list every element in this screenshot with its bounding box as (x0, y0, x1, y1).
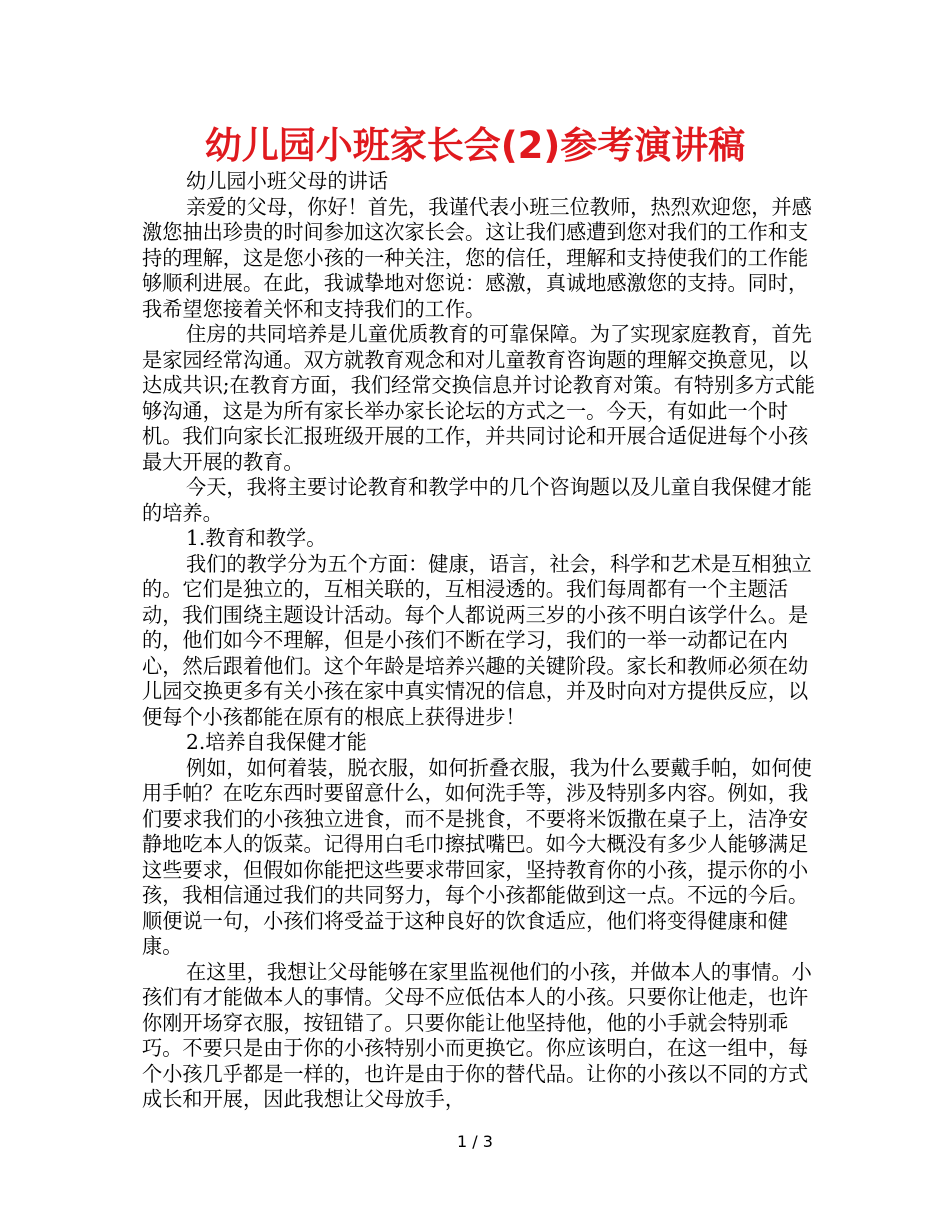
paragraph-home-cooperation: 住房的共同培养是儿童优质教育的可靠保障。为了实现家庭教育，首先是家园经常沟通。双方就教育观念和对儿童教育咨询题的理解交换意见，以达成共识;在教育方面，我们经常交换信息并讨论教育对策。有特别多方式能够沟通，这是为所有家长举办家长论坛的方式之一。今天，有如此一个时机。我们向家长汇报班级开展的工作，并共同讨论和开展合适促进每个小孩最大开展的教育。 (142, 322, 815, 474)
paragraph-agenda: 今天，我将主要讨论教育和教学中的几个咨询题以及儿童自我保健才能的培养。 (142, 475, 812, 525)
section-heading-education: 1.教育和教学。 (186, 526, 327, 550)
paragraph-greeting-heading: 幼儿园小班父母的讲话 (186, 169, 388, 193)
paragraph-parents-let-go: 在这里，我想让父母能够在家里监视他们的小孩，并做本人的事情。小孩们有才能做本人的事情。父母不应低估本人的小孩。只要你让他走，也许你刚开场穿衣服，按钮错了。只要你能让他坚持他，他的小手就会特别乖巧。不要只是由于你的小孩特别小而更换它。你应该明白，在这一组中，每个小孩几乎都是一样的，也许是由于你的替代品。让你的小孩以不同的方式成长和开展，因此我想让父母放手， (142, 959, 812, 1111)
paragraph-teaching: 我们的教学分为五个方面：健康，语言，社会，科学和艺术是互相独立的。它们是独立的，互相关联的，互相浸透的。我们每周都有一个主题活动，我们围绕主题设计活动。每个人都说两三岁的小孩不明白该学什么。是的，他们如今不理解，但是小孩们不断在学习，我们的一举一动都记在内心，然后跟着他们。这个年龄是培养兴趣的关键阶段。家长和教师必须在幼儿园交换更多有关小孩在家中真实情况的信息，并及时向对方提供反应，以便每个小孩都能在原有的根底上获得进步！ (142, 551, 812, 729)
page-number: 1 / 3 (457, 1132, 493, 1151)
section-heading-self-care: 2.培养自我保健才能 (186, 730, 367, 754)
paragraph-self-care-examples: 例如，如何着装，脱衣服，如何折叠衣服，我为什么要戴手帕，如何使用手帕？在吃东西时要留意什么，如何洗手等，涉及特别多内容。例如，我们要求我们的小孩独立进食，而不是挑食，不要将米饭撒在桌子上，洁净安静地吃本人的饭菜。记得用白毛巾擦拭嘴巴。如今大概没有多少人能够满足这些要求，但假如你能把这些要求带回家，坚持教育你的小孩，提示你的小孩，我相信通过我们的共同努力，每个小孩都能做到这一点。不远的今后。顺便说一句，小孩们将受益于这种良好的饮食适应，他们将变得健康和健康。 (142, 755, 812, 958)
document-body (142, 169, 822, 1113)
document-title: 幼儿园小班家长会(2)参考演讲稿 (204, 124, 746, 167)
paragraph-welcome: 亲爱的父母，你好！首先，我谨代表小班三位教师，热烈欢迎您，并感激您抽出珍贵的时间参加这次家长会。这让我们感遭到您对我们的工作和支持的理解，这是您小孩的一种关注，您的信任，理解和支持使我们的工作能够顺利进展。在此，我诚挚地对您说：感激，真诚地感激您的支持。同时，我希望您接着关怀和支持我们的工作。 (142, 194, 812, 321)
